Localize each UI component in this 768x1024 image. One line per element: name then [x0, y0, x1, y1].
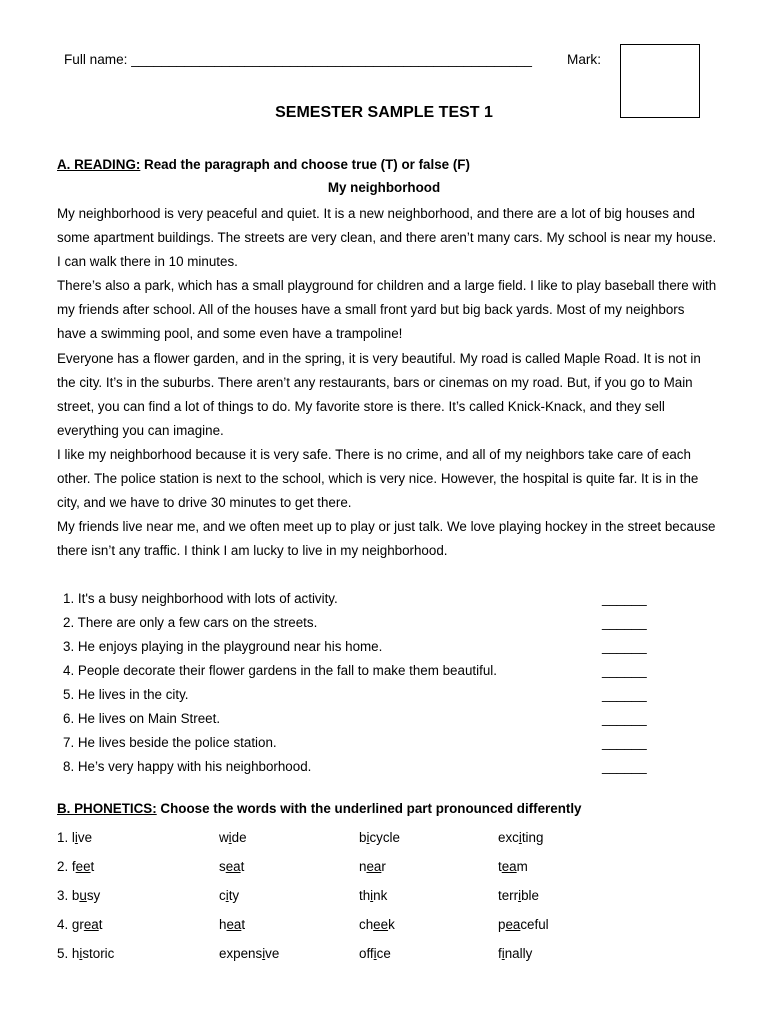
full-name-label: Full name: _____________________________________________________ [64, 52, 532, 67]
phonetics-option[interactable] [498, 856, 528, 878]
underlined-part: i [373, 946, 377, 961]
question-text: 1. It's a busy neighborhood with lots of activity. [63, 591, 338, 606]
word-part: w [219, 830, 229, 845]
underlined-part: ee [75, 859, 91, 874]
word-part: expens [219, 946, 263, 961]
full-name-field[interactable] [64, 52, 532, 67]
question-text: 2. There are only a few cars on the streets. [63, 615, 318, 630]
word-part: th [359, 888, 371, 903]
underlined-part: i [225, 888, 229, 903]
word-part: gr [71, 917, 84, 932]
phonetics-option[interactable] [219, 943, 279, 965]
word-part: s [219, 859, 226, 874]
word-part: off [359, 946, 374, 961]
phonetics-option[interactable] [359, 885, 387, 907]
answer-blank[interactable]: ______ [602, 735, 647, 750]
phonetics-option[interactable] [219, 856, 244, 878]
phonetics-option[interactable] [57, 943, 114, 965]
passage-paragraph: My friends live near me, and we often meet up to play or just talk. We love playing hockey in the street because there isn’t any traffic. I think I am lucky to live in my neighborhood. [57, 519, 716, 559]
word-part: b [71, 888, 80, 903]
phonetics-number: 4. [57, 917, 69, 932]
phonetics-option[interactable] [359, 856, 386, 878]
word-part: m [516, 859, 528, 874]
question-row [63, 637, 663, 661]
question-row [63, 757, 663, 781]
word-part: exc [498, 830, 519, 845]
question-text: 6. He lives on Main Street. [63, 711, 221, 726]
word-part: t [90, 859, 95, 874]
section-a-instruction: Read the paragraph and choose true (T) or false (F) [140, 157, 470, 172]
word-part: ting [521, 830, 544, 845]
word-part: f [71, 859, 76, 874]
passage-title: My neighborhood [327, 180, 441, 195]
underlined-part: u [79, 888, 87, 903]
word-part: h [71, 946, 80, 961]
underlined-part: ea [83, 917, 99, 932]
word-part: ch [359, 917, 374, 932]
phonetics-option[interactable] [57, 856, 94, 878]
question-text: 5. He lives in the city. [63, 687, 189, 702]
underlined-part: i [228, 830, 232, 845]
underlined-part: i [518, 888, 522, 903]
section-b-instruction: Choose the words with the underlined part pronounced differently [156, 801, 582, 816]
reading-passage [57, 202, 717, 563]
phonetics-option[interactable] [498, 914, 549, 936]
word-part: r [381, 859, 386, 874]
true-false-questions [63, 589, 663, 781]
phonetics-row [57, 885, 717, 914]
passage-paragraph: I like my neighborhood because it is very safe. There is no crime, and all of my neighbors take care of each other. The police station is next to the school, which is very nice. However, the hospital is quite far. It is in the city, and we have to drive 30 minutes to get there. [57, 446, 699, 511]
phonetics-option[interactable] [498, 885, 539, 907]
answer-blank[interactable]: ______ [602, 759, 647, 774]
answer-blank[interactable]: ______ [602, 711, 647, 726]
answer-blank[interactable]: ______ [602, 615, 647, 630]
question-row [63, 661, 663, 685]
section-b-heading [57, 801, 582, 816]
section-b-label: B. PHONETICS: [57, 801, 157, 816]
section-a-label: A. READING: [57, 157, 141, 172]
answer-blank[interactable]: ______ [602, 687, 647, 702]
word-part: sy [86, 888, 101, 903]
page-title: SEMESTER SAMPLE TEST 1 [275, 104, 493, 121]
phonetics-row [57, 856, 717, 885]
word-part: de [231, 830, 247, 845]
word-part: h [219, 917, 227, 932]
question-row [63, 709, 663, 733]
phonetics-number: 5. [57, 946, 69, 961]
word-part: cycle [369, 830, 400, 845]
word-part: nk [373, 888, 388, 903]
underlined-part: ea [366, 859, 382, 874]
phonetics-option[interactable] [359, 827, 400, 849]
word-part: ve [265, 946, 280, 961]
word-part: t [98, 917, 103, 932]
underlined-part: i [262, 946, 266, 961]
word-part: f [498, 946, 502, 961]
question-text: 7. He lives beside the police station. [63, 735, 277, 750]
word-part: ty [228, 888, 240, 903]
question-row [63, 613, 663, 637]
word-part: c [219, 888, 226, 903]
phonetics-number: 3. [57, 888, 69, 903]
underlined-part: ea [225, 859, 241, 874]
underlined-part: i [518, 830, 522, 845]
word-part: storic [82, 946, 115, 961]
underlined-part: i [501, 946, 505, 961]
phonetics-option[interactable] [57, 914, 102, 936]
word-part: nally [504, 946, 533, 961]
word-part: n [359, 859, 367, 874]
phonetics-option[interactable] [498, 827, 543, 849]
phonetics-number: 2. [57, 859, 69, 874]
answer-blank[interactable]: ______ [602, 663, 647, 678]
mark-label: Mark: [567, 52, 601, 67]
word-part: terr [498, 888, 519, 903]
question-text: 4. People decorate their flower gardens in the fall to make them beautiful. [63, 663, 497, 678]
phonetics-option[interactable] [57, 827, 92, 849]
word-part: ve [77, 830, 93, 845]
phonetics-option[interactable] [498, 943, 532, 965]
phonetics-option[interactable] [219, 827, 247, 849]
phonetics-option[interactable] [219, 885, 239, 907]
underlined-part: ea [226, 917, 242, 932]
underlined-part: i [370, 888, 374, 903]
answer-blank[interactable]: ______ [602, 639, 647, 654]
section-a-heading [57, 157, 470, 172]
word-part: p [498, 917, 506, 932]
answer-blank[interactable]: ______ [602, 591, 647, 606]
underlined-part: i [79, 946, 83, 961]
word-part: k [388, 917, 395, 932]
question-row [63, 733, 663, 757]
word-part: t [498, 859, 502, 874]
question-row [63, 685, 663, 709]
word-part: ble [521, 888, 539, 903]
phonetics-number: 1. [57, 830, 69, 845]
word-part: b [359, 830, 367, 845]
underlined-part: ea [501, 859, 517, 874]
word-part: l [71, 830, 75, 845]
phonetics-option[interactable] [359, 914, 395, 936]
phonetics-row [57, 914, 717, 943]
phonetics-row [57, 827, 717, 856]
phonetics-option[interactable] [359, 943, 391, 965]
phonetics-option[interactable] [57, 885, 100, 907]
word-part: ce [376, 946, 391, 961]
underlined-part: i [74, 830, 78, 845]
underlined-part: i [366, 830, 370, 845]
word-part: t [241, 917, 246, 932]
question-text: 8. He’s very happy with his neighborhood. [63, 759, 312, 774]
phonetics-row [57, 943, 717, 972]
question-row [63, 589, 663, 613]
passage-paragraph: There’s also a park, which has a small playground for children and a large field. I like to play baseball there with my friends after school. All of the houses have a small front yard but big back yards. Most of my neighbors have a swimming pool, and some even have a trampoline! [57, 278, 717, 342]
word-part: ceful [520, 917, 549, 932]
question-text: 3. He enjoys playing in the playground near his home. [63, 639, 383, 654]
word-part: t [240, 859, 245, 874]
underlined-part: ea [505, 917, 521, 932]
phonetics-table [57, 827, 717, 972]
passage-paragraph: My neighborhood is very peaceful and quiet. It is a new neighborhood, and there are a lot of big houses and some apartment buildings. The streets are very clean, and there aren’t many cars. My school is near my house. I can walk there in 10 minutes. [57, 206, 717, 270]
underlined-part: ee [373, 917, 389, 932]
passage-paragraph: Everyone has a flower garden, and in the spring, it is very beautiful. My road is called Maple Road. It is not in the city. It’s in the suburbs. There aren’t any restaurants, bars or cinemas on my road. But, if you go to Main street, you can find a lot of things to do. My favorite store is there. It’s called Knick-Knack, and they sell everything you can imagine. [57, 350, 701, 438]
phonetics-option[interactable] [219, 914, 245, 936]
